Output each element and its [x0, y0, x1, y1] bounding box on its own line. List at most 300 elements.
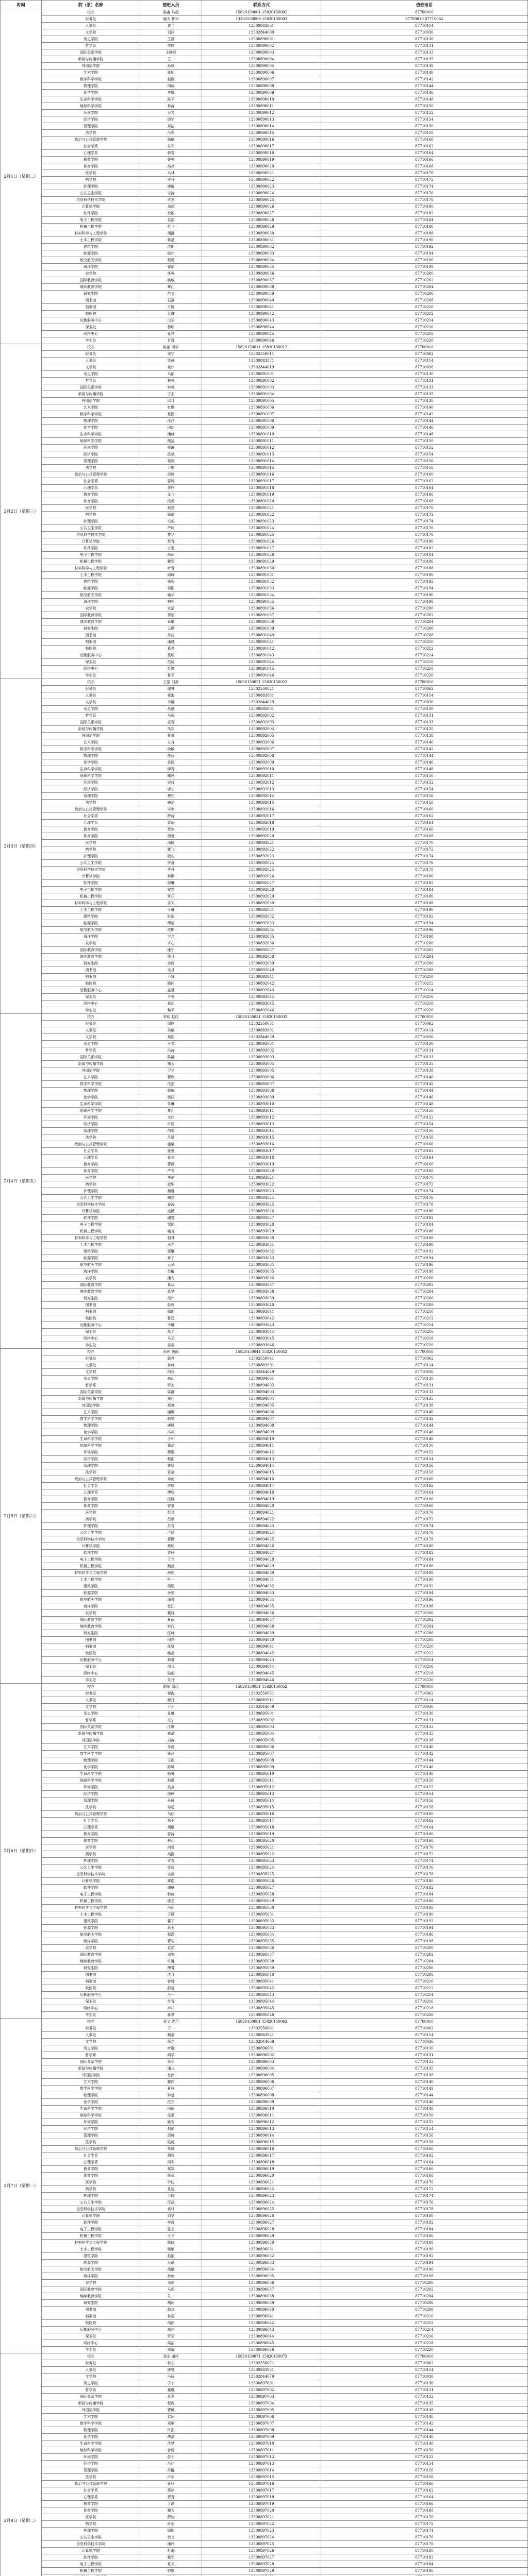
cell-staff: 金鑫 [140, 311, 202, 317]
cell-staff: 朱珠 [140, 2146, 202, 2153]
cell-contact: 13500893042 [202, 1315, 321, 1322]
cell-contact: 13500892039 [202, 960, 321, 967]
cell-duty-phone: 87710168 [321, 163, 527, 170]
cell-duty-phone: 87710214 [321, 652, 527, 659]
table-row [1, 619, 528, 625]
table-row [1, 1623, 528, 1630]
cell-staff: 秦岚 [140, 458, 202, 465]
table-row [1, 492, 528, 498]
cell-staff: 刘昊 [140, 2213, 202, 2219]
cell-staff: 钱程 [140, 579, 202, 585]
cell-contact: 13500897011 [202, 2447, 321, 2454]
table-row [1, 639, 528, 646]
cell-duty-phone: 87710148 [321, 2106, 527, 2112]
cell-contact: 13500895010 [202, 1771, 321, 1777]
cell-duty-phone: 87710194 [321, 2260, 527, 2266]
cell-duty-phone: 87710184 [321, 1222, 527, 1228]
cell-contact: 13500891019 [202, 492, 321, 498]
cell-staff: 费翔 [140, 793, 202, 800]
cell-duty-phone: 87700010 [321, 1349, 527, 1355]
cell-staff: 张明 [140, 70, 202, 76]
cell-contact: 13500895001 [202, 1710, 321, 1717]
cell-contact: 13500894033 [202, 1590, 321, 1597]
cell-unit: 护理学院 [42, 853, 140, 860]
cell-staff: 廉洁 [140, 800, 202, 806]
cell-duty-phone: 87710190 [321, 1242, 527, 1248]
cell-staff: 奚明 [140, 652, 202, 659]
cell-staff: 朱军 [140, 143, 202, 150]
table-row [1, 431, 528, 438]
cell-duty-phone: 87710166 [321, 2501, 527, 2507]
cell-duty-phone: 87710152 [321, 2119, 527, 2126]
table-row [1, 2494, 528, 2501]
cell-unit: 国际教育学院 [42, 1617, 140, 1623]
cell-duty-phone: 87710152 [321, 2454, 527, 2461]
date-cell: 2月5日（星期六） [1, 1349, 42, 1684]
table-row [1, 1777, 528, 1784]
cell-staff: 李明 赵红 [140, 1014, 202, 1021]
cell-unit: 电子工程学院 [42, 1891, 140, 1898]
cell-unit: 电子工程学院 [42, 2561, 140, 2568]
cell-contact: 13500894006 [202, 1409, 321, 1416]
cell-unit: 材料科学与工程学院 [42, 565, 140, 572]
cell-staff: 谢娜 [140, 1409, 202, 1416]
cell-duty-phone: 87710148 [321, 1101, 527, 1108]
cell-unit: 航空航天学院 [42, 2266, 140, 2273]
cell-unit: 法学院 [42, 465, 140, 471]
cell-contact: 13302550011 [202, 351, 321, 358]
cell-staff: 尤佳 [140, 1114, 202, 1121]
cell-staff: 周宇 [140, 116, 202, 123]
cell-contact: 13500895030 [202, 1905, 321, 1911]
table-row [1, 217, 528, 224]
cell-contact: 13500896010 [202, 2106, 321, 2112]
cell-duty-phone: 87710196 [321, 1931, 527, 1938]
table-row [1, 1677, 528, 1684]
table-row [1, 2226, 528, 2233]
table-row [1, 96, 528, 103]
cell-contact: 13500890029 [202, 224, 321, 230]
cell-unit: 继续教育学院 [42, 619, 140, 625]
cell-contact: 13500893029 [202, 1228, 321, 1235]
cell-unit: 护理学院 [42, 183, 140, 190]
cell-contact: 13500893031 [202, 1242, 321, 1248]
cell-staff: 董子 [140, 1918, 202, 1925]
table-row [1, 1690, 528, 1697]
table-row [1, 1898, 528, 1905]
table-row [1, 860, 528, 867]
cell-contact: 13500890015 [202, 130, 321, 137]
cell-unit: 体育学院 [42, 2173, 140, 2179]
cell-duty-phone: 87710166 [321, 1496, 527, 1503]
table-row [1, 505, 528, 512]
cell-duty-phone: 87710062 [321, 1021, 527, 1027]
cell-duty-phone: 87710130 [321, 1041, 527, 1047]
cell-staff: 曾可 [140, 2447, 202, 2454]
cell-duty-phone: 87710036 [321, 1034, 527, 1041]
cell-contact: 13500893026 [202, 1208, 321, 1215]
cell-contact: 13500895040 [202, 1972, 321, 1978]
cell-contact: 13500894038 [202, 1623, 321, 1630]
table-row [1, 1483, 528, 1489]
cell-unit: 国际关系学院 [42, 1724, 140, 1731]
cell-duty-phone: 87710146 [321, 1764, 527, 1771]
table-row [1, 1376, 528, 1382]
cell-contact: 13500896003 [202, 2059, 321, 2065]
cell-staff: 魏嘉 [140, 2032, 202, 2039]
cell-contact: 13500891016 [202, 471, 321, 478]
cell-staff: 邬琳 [140, 880, 202, 887]
cell-contact: 13500895022 [202, 1851, 321, 1858]
cell-duty-phone: 87710170 [321, 2514, 527, 2521]
header-duty-phone: 值班电话 [321, 1, 527, 9]
cell-duty-phone: 87710154 [321, 1121, 527, 1128]
cell-staff: 郝蕾 [140, 1657, 202, 1664]
cell-unit: 软件学院 [42, 2554, 140, 2561]
table-row [1, 2206, 528, 2213]
cell-unit: 国际关系学院 [42, 384, 140, 391]
cell-staff: 钟英 [140, 384, 202, 391]
table-row [1, 1550, 528, 1556]
cell-unit: 校办 [42, 344, 140, 351]
table-row [1, 773, 528, 779]
cell-staff: 宋茜 [140, 1871, 202, 1878]
cell-staff: 龙飞 [140, 492, 202, 498]
cell-unit: 公共卫生学院 [42, 1530, 140, 1536]
cell-duty-phone: 87710214 [321, 1992, 527, 1998]
cell-unit: 网络中心 [42, 1001, 140, 1007]
cell-unit: 外国语学院 [42, 63, 140, 70]
cell-staff: 罗盘 [140, 860, 202, 867]
table-row [1, 1844, 528, 1851]
cell-contact: 13500895039 [202, 1965, 321, 1972]
cell-unit: 管理学院 [42, 2132, 140, 2139]
table-row [1, 1248, 528, 1255]
cell-contact: 13500892020 [202, 833, 321, 840]
cell-duty-phone: 87710188 [321, 900, 527, 907]
cell-unit: 生命科学学院 [42, 1436, 140, 1443]
cell-staff: 蒋欣 [140, 1074, 202, 1081]
cell-contact: 13500890006 [202, 70, 321, 76]
table-row [1, 659, 528, 666]
cell-duty-phone: 87710131 [321, 1047, 527, 1054]
cell-unit: 物理学院 [42, 2427, 140, 2434]
cell-unit: 化学学院 [42, 90, 140, 96]
cell-duty-phone: 87710114 [321, 1362, 527, 1369]
cell-contact: 13500897016 [202, 2481, 321, 2487]
cell-unit: 机械工程学院 [42, 224, 140, 230]
cell-contact: 13500891008 [202, 418, 321, 425]
cell-contact: 13500890025 [202, 197, 321, 204]
table-row [1, 70, 528, 76]
cell-contact: 13500891011 [202, 438, 321, 445]
cell-duty-phone: 87710062 [321, 1690, 527, 1697]
table-row [1, 2467, 528, 2474]
cell-contact: 13500896019 [202, 2166, 321, 2173]
table-row [1, 63, 528, 70]
cell-duty-phone: 87710152 [321, 110, 527, 116]
cell-duty-phone: 87710216 [321, 1998, 527, 2005]
cell-duty-phone: 87710144 [321, 83, 527, 90]
cell-contact: 13500896001 [202, 2045, 321, 2052]
table-row [1, 2025, 528, 2032]
cell-staff: 杜江 [140, 1603, 202, 1610]
cell-contact: 13500890021 [202, 170, 321, 177]
cell-staff: 柏林 [140, 1235, 202, 1242]
cell-staff: 黎华 [140, 532, 202, 538]
cell-contact: 13500893017 [202, 1148, 321, 1155]
cell-contact: 13500896038 [202, 2293, 321, 2300]
cell-staff: 冯远 [140, 2374, 202, 2380]
table-row [1, 1342, 528, 1349]
cell-staff: 卢靖 [140, 1530, 202, 1536]
table-row [1, 137, 528, 143]
table-row [1, 1021, 528, 1027]
table-row [1, 532, 528, 538]
cell-duty-phone: 87710148 [321, 766, 527, 773]
cell-contact: 13500890017 [202, 143, 321, 150]
cell-contact: 13500896042 [202, 2320, 321, 2327]
cell-unit: 数学科学学院 [42, 746, 140, 753]
cell-contact: 13500897024 [202, 2534, 321, 2541]
table-row [1, 90, 528, 96]
table-row [1, 940, 528, 947]
table-row [1, 692, 528, 699]
cell-staff: 孙俪 [140, 1798, 202, 1804]
cell-duty-phone: 87700010 87710062 [321, 16, 527, 23]
table-row [1, 1168, 528, 1175]
cell-contact: 13500895028 [202, 1891, 321, 1898]
cell-duty-phone: 87710160 [321, 1141, 527, 1148]
cell-unit: 地球科学学院 [42, 1443, 140, 1449]
table-row [1, 599, 528, 605]
cell-duty-phone: 87710142 [321, 76, 527, 83]
cell-staff: 江珊 [140, 1724, 202, 1731]
table-row [1, 1101, 528, 1108]
cell-duty-phone: 87710218 [321, 2340, 527, 2347]
cell-staff: 罗云 [140, 2333, 202, 2340]
cell-duty-phone: 87710194 [321, 920, 527, 927]
table-row [1, 820, 528, 826]
cell-unit: 机械工程学院 [42, 558, 140, 565]
cell-duty-phone: 87710146 [321, 759, 527, 766]
cell-staff: 华佗 [140, 1175, 202, 1181]
cell-duty-phone: 87710062 [321, 686, 527, 692]
cell-unit: 经济学院 [42, 116, 140, 123]
cell-duty-phone: 87710148 [321, 431, 527, 438]
cell-contact: 13500895042 [202, 1985, 321, 1992]
cell-duty-phone: 87710202 [321, 277, 527, 284]
cell-staff: 姚安 [140, 2119, 202, 2126]
cell-staff: 李娜 [140, 90, 202, 96]
cell-duty-phone: 87710184 [321, 2226, 527, 2233]
cell-unit: 化学学院 [42, 1094, 140, 1101]
cell-unit: 计算机学院 [42, 1543, 140, 1550]
cell-duty-phone: 87710114 [321, 1697, 527, 1704]
cell-staff: 曹操 [140, 1161, 202, 1168]
cell-contact: 13500890016 [202, 137, 321, 143]
cell-duty-phone: 87710210 [321, 1643, 527, 1650]
cell-staff: 曹曦 [140, 2407, 202, 2414]
cell-contact: 13500893035 [202, 1268, 321, 1275]
table-row [1, 1650, 528, 1657]
cell-contact: 13500892024 [202, 860, 321, 867]
cell-duty-phone: 87710148 [321, 96, 527, 103]
table-row [1, 2099, 528, 2106]
cell-staff: 杜海 [140, 2548, 202, 2554]
cell-duty-phone: 87710166 [321, 2166, 527, 2173]
table-row [1, 2380, 528, 2387]
cell-contact: 13500895033 [202, 1925, 321, 1931]
cell-duty-phone: 87710156 [321, 1463, 527, 1469]
cell-staff: 陆伟 [140, 250, 202, 257]
cell-staff: 高山 [140, 1376, 202, 1382]
table-row [1, 2507, 528, 2514]
cell-contact: 13500890044 [202, 324, 321, 331]
cell-duty-phone: 87710218 [321, 1670, 527, 1677]
table-row [1, 552, 528, 558]
table-row [1, 766, 528, 773]
cell-staff: 段勇 [140, 498, 202, 505]
cell-contact: 13500894034 [202, 1597, 321, 1603]
cell-contact: 13500894035 [202, 1603, 321, 1610]
cell-staff: 沈月 [140, 1972, 202, 1978]
cell-staff: 林更 [140, 2313, 202, 2320]
cell-duty-phone: 87710186 [321, 1898, 527, 1905]
cell-contact: 13500895038 [202, 1958, 321, 1965]
table-row [1, 250, 528, 257]
table-row [1, 1309, 528, 1315]
table-row [1, 1744, 528, 1751]
cell-staff: 邹阳 [140, 585, 202, 592]
cell-staff: 苏杭 [140, 632, 202, 639]
cell-unit: 经济学院 [42, 1456, 140, 1463]
cell-duty-phone: 87710142 [321, 746, 527, 753]
cell-staff: 潘峰 [140, 431, 202, 438]
cell-staff: 俞敏 [140, 746, 202, 753]
cell-duty-phone: 87710192 [321, 1248, 527, 1255]
cell-staff: 曾黎 [140, 1503, 202, 1510]
cell-contact: 13500890039 [202, 291, 321, 297]
cell-duty-phone: 87710062 [321, 2025, 527, 2032]
table-row [1, 713, 528, 719]
cell-unit: 地球科学学院 [42, 103, 140, 110]
cell-unit: 网络中心 [42, 2005, 140, 2012]
cell-contact: 13500894011 [202, 1443, 321, 1449]
cell-staff: 韩庚 [140, 1891, 202, 1898]
table-row [1, 2400, 528, 2407]
cell-contact: 13500891006 [202, 404, 321, 411]
table-row [1, 2059, 528, 2065]
table-row [1, 1429, 528, 1436]
cell-contact: 13500891040 [202, 632, 321, 639]
cell-unit: 信息科学技术学院 [42, 532, 140, 538]
cell-duty-phone: 87710133 [321, 2059, 527, 2065]
cell-contact: 13500893018 [202, 1155, 321, 1161]
cell-contact: 13500894004 [202, 1396, 321, 1402]
cell-contact: 13500891027 [202, 545, 321, 552]
cell-unit: 继续教育学院 [42, 1289, 140, 1295]
cell-duty-phone: 87710164 [321, 1824, 527, 1831]
cell-duty-phone: 87710198 [321, 1603, 527, 1610]
cell-staff: 吕佳 [140, 2461, 202, 2467]
cell-duty-phone: 87710210 [321, 974, 527, 980]
cell-staff: 丁禹 [140, 2501, 202, 2507]
cell-contact: 13500897025 [202, 2541, 321, 2548]
cell-duty-phone: 87710198 [321, 1938, 527, 1945]
cell-staff: 鲁平 [140, 672, 202, 679]
cell-duty-phone: 87710214 [321, 1657, 527, 1664]
cell-contact: 13500895003 [202, 1724, 321, 1731]
cell-staff: 刘涛 [140, 1737, 202, 1744]
cell-contact: 13500893023 [202, 1188, 321, 1195]
cell-staff: 陈丽 周华 [140, 344, 202, 351]
cell-staff: 汪洋 [140, 418, 202, 425]
table-row [1, 1851, 528, 1858]
cell-staff: 郑凯 [140, 1034, 202, 1041]
cell-contact: 13500893008 [202, 1088, 321, 1094]
cell-unit: 网络中心 [42, 2340, 140, 2347]
cell-contact: 13500891033 [202, 585, 321, 592]
cell-contact: 13500893040 [202, 1302, 321, 1309]
table-row [1, 934, 528, 940]
cell-staff: 邵婷 [140, 471, 202, 478]
cell-duty-phone: 87710130 [321, 2045, 527, 2052]
cell-unit: 机械工程学院 [42, 2233, 140, 2240]
cell-staff: 岑参 [140, 806, 202, 813]
table-row [1, 1389, 528, 1396]
cell-contact: 13500895044 [202, 1998, 321, 2005]
cell-staff: 许诺 [140, 1121, 202, 1128]
table-row [1, 579, 528, 585]
cell-contact: 13500896002 [202, 2052, 321, 2059]
cell-contact: 13500891021 [202, 505, 321, 512]
cell-staff: 傅菁 [140, 1965, 202, 1972]
cell-duty-phone: 87710135 [321, 726, 527, 733]
table-row [1, 1530, 528, 1536]
cell-duty-phone: 87710160 [321, 2146, 527, 2153]
cell-staff: 薛之 [140, 2039, 202, 2045]
cell-duty-phone: 87710156 [321, 793, 527, 800]
table-row [1, 1516, 528, 1523]
cell-unit: 农学院 [42, 605, 140, 612]
cell-duty-phone: 87710168 [321, 833, 527, 840]
cell-contact: 13500891032 [202, 579, 321, 585]
table-row [1, 2052, 528, 2059]
table-row [1, 204, 528, 210]
cell-staff: 黄海 [140, 692, 202, 699]
cell-unit: 能源学院 [42, 250, 140, 257]
cell-staff: 马骏 [140, 713, 202, 719]
cell-contact: 13500894016 [202, 1476, 321, 1483]
cell-duty-phone: 87710131 [321, 1382, 527, 1389]
cell-staff: 毕升 [140, 867, 202, 873]
cell-duty-phone: 87710142 [321, 1081, 527, 1088]
cell-unit: 管理学院 [42, 458, 140, 465]
cell-contact: 13500890010 [202, 96, 321, 103]
table-row [1, 157, 528, 163]
table-row [1, 16, 528, 23]
table-row [1, 1094, 528, 1101]
cell-unit: 计算机学院 [42, 1878, 140, 1885]
cell-unit: 计算机学院 [42, 873, 140, 880]
cell-staff: 阎妮 [140, 2528, 202, 2534]
table-row [1, 317, 528, 324]
cell-unit: 信息科学技术学院 [42, 2206, 140, 2213]
cell-staff: 平安 [140, 994, 202, 1001]
cell-staff: 许杰 [140, 197, 202, 204]
cell-duty-phone: 87710176 [321, 1530, 527, 1536]
